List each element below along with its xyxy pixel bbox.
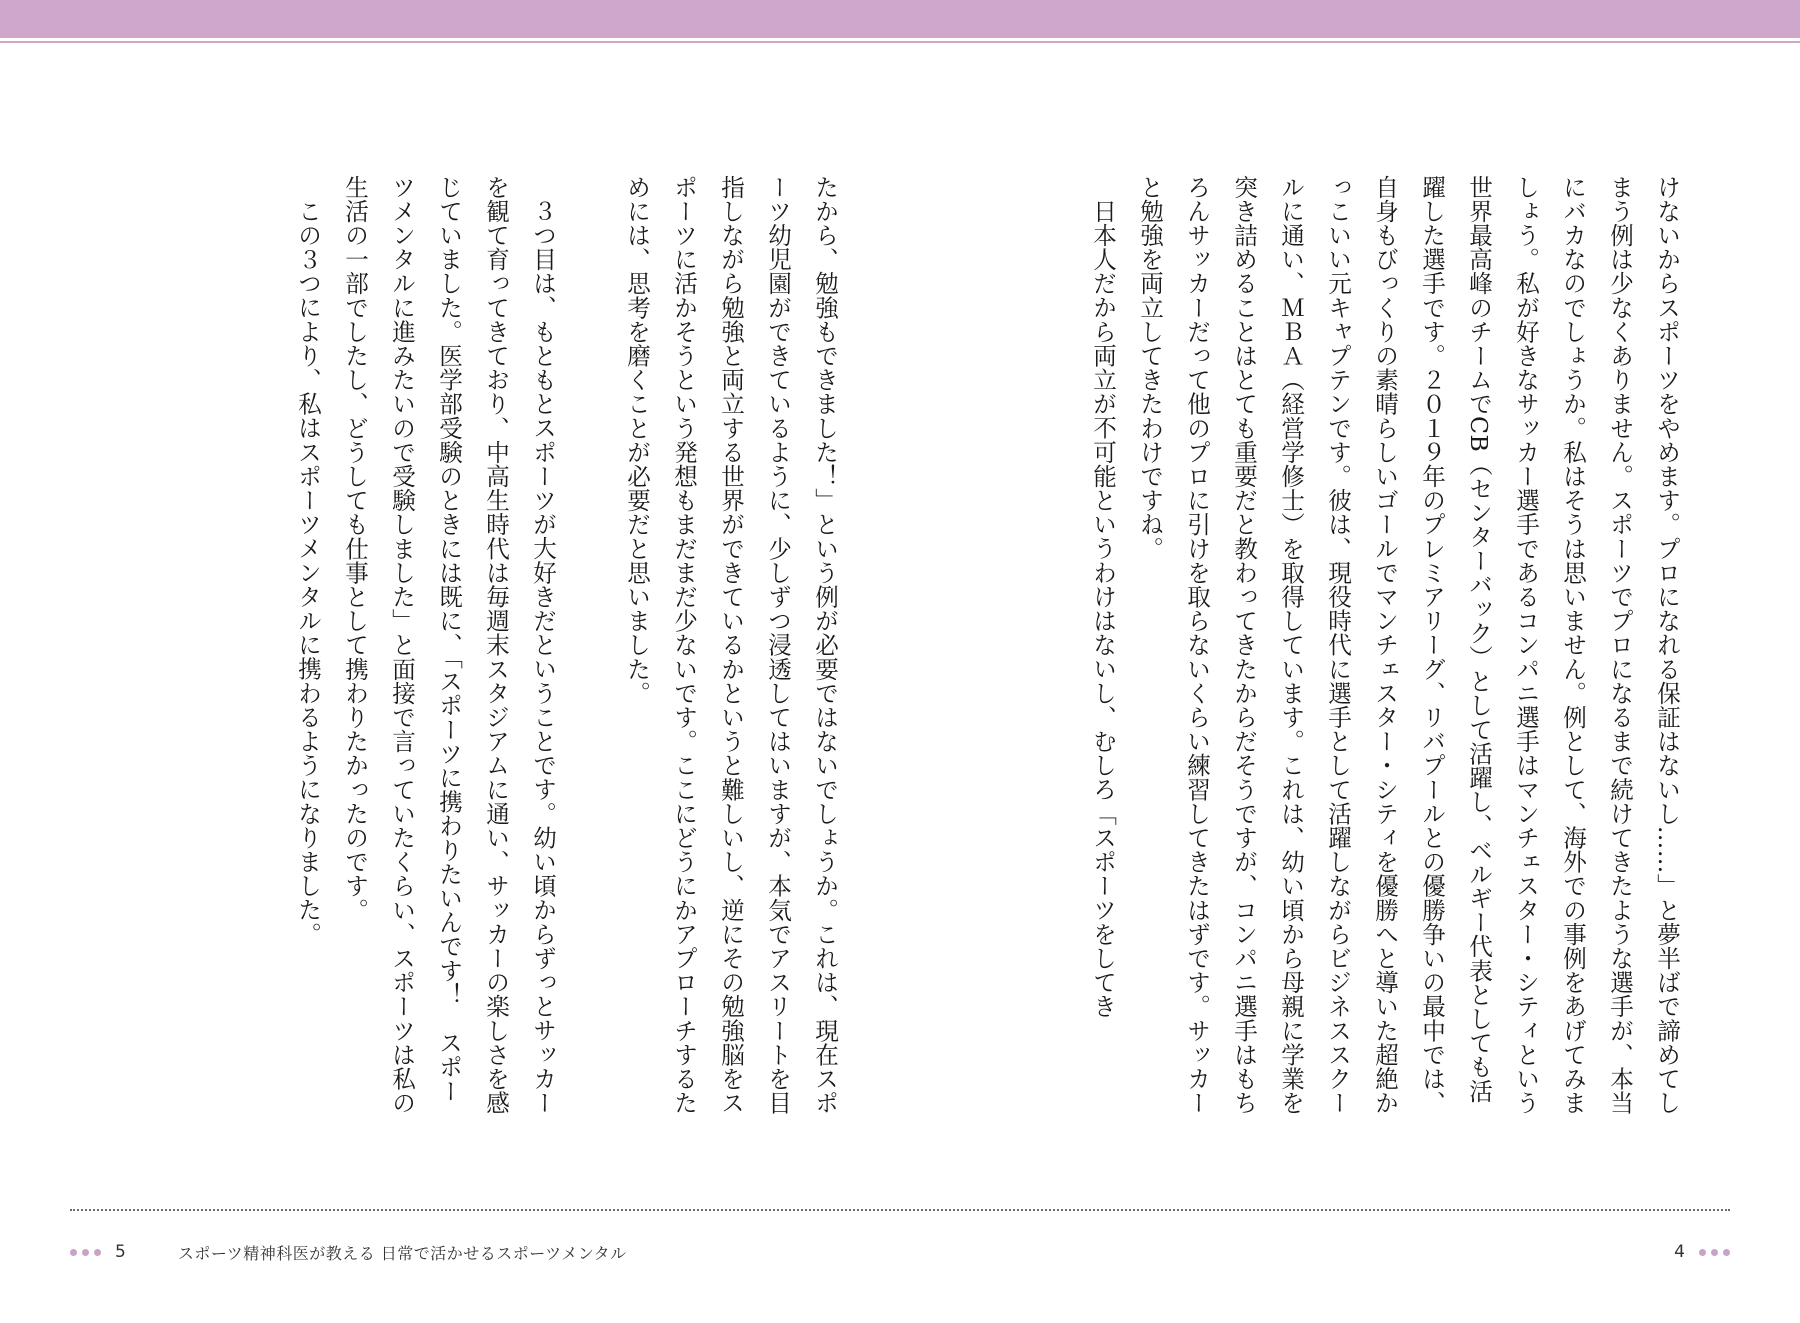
dot-icon — [1699, 1249, 1706, 1256]
left-page-body — [284, 175, 848, 1115]
dot-icon — [70, 1249, 77, 1256]
right-paragraph-2: 日本人だから両立が不可能というわけはないし、むしろ「スポーツをしてき — [1089, 198, 1117, 1018]
right-paragraph-1: けないからスポーツをやめます。プロになれる保証はないし……」と夢半ばで諦めてしまう例は少なくありません。スポーツでプロになるまで続けてきたような選手が、本当にバカなのでしょうか。私はそうは思いません。例として、海外での事例をあげてみましょう。私が好きなサッカー選手であるコンパニ選手はマンチェスター・シティという世界最高峰のチームでCB（センターバック）として活躍し、ベルギー代表としても活躍した選手です。２０１９年のプレミアリーグ、リバプールとの優勝争いの最中では、自身もびっくりの素晴らしいゴールでマンチェスター・シティを優勝へと導いた超絶かっこいい元キャプテンです。彼は、現役時代に選手として活躍しながらビジネススクールに通い、ＭＢＡ（経営学修士）を取得しています。これは、幼い頃から母親に学業を突き詰めることはとても重要だと教わってきたからだそうですが、コンパニ選手はもちろんサッカーだって他のプロに引けを取らないくらい練習してきたはずです。サッカーと勉強を両立してきたわけですね。 — [1136, 175, 1681, 1115]
left-page — [108, 175, 848, 1115]
left-paragraph-2: ３つ目は、もともとスポーツが大好きだということです。幼い頃からずっとサッカーを観て育ってきており、中高生時代は毎週末スタジアムに通い、サッカーの楽しさを感じていました。医学部受験のときには既に、「スポーツに携わりたいんです！ スポーツメンタルに進みたいので受験しました」と面接で言っていたくらい、スポーツは私の生活の一部でしたし、どうしても仕事として携わりたかったのです。 — [341, 175, 557, 1115]
header-rule — [0, 41, 1800, 43]
page-number-right: 4 — [1674, 1242, 1685, 1262]
footer-dots-right — [1699, 1249, 1730, 1256]
dot-icon — [1723, 1249, 1730, 1256]
footer-left — [70, 1238, 627, 1266]
left-paragraph-3: この３つにより、私はスポーツメンタルに携わるようになりました。 — [294, 198, 322, 946]
right-page — [990, 175, 1690, 1115]
footer-divider — [70, 1209, 1730, 1211]
page-number-left: 5 — [115, 1242, 126, 1262]
dot-icon — [1711, 1249, 1718, 1256]
dot-icon — [94, 1249, 101, 1256]
header-band — [0, 0, 1800, 38]
left-paragraph-1: たから、勉強もできました！」という例が必要ではないでしょうか。これは、現在スポーツ幼児園ができているように、少しずつ浸透してはいますが、本気でアスリートを目指しながら勉強と両立する世界ができているかというと難しいし、逆にその勉強脳をスポーツに活かそうという発想もまだまだ少ないです。ここにどうにかアプローチするためには、思考を磨くことが必要だと思いました。 — [623, 175, 839, 1115]
dot-icon — [82, 1249, 89, 1256]
book-title: スポーツ精神科医が教える 日常で活かせるスポーツメンタル — [177, 1243, 627, 1263]
footer-dots-left — [70, 1249, 101, 1256]
footer-right — [1660, 1238, 1730, 1266]
right-page-body — [1079, 175, 1690, 1115]
